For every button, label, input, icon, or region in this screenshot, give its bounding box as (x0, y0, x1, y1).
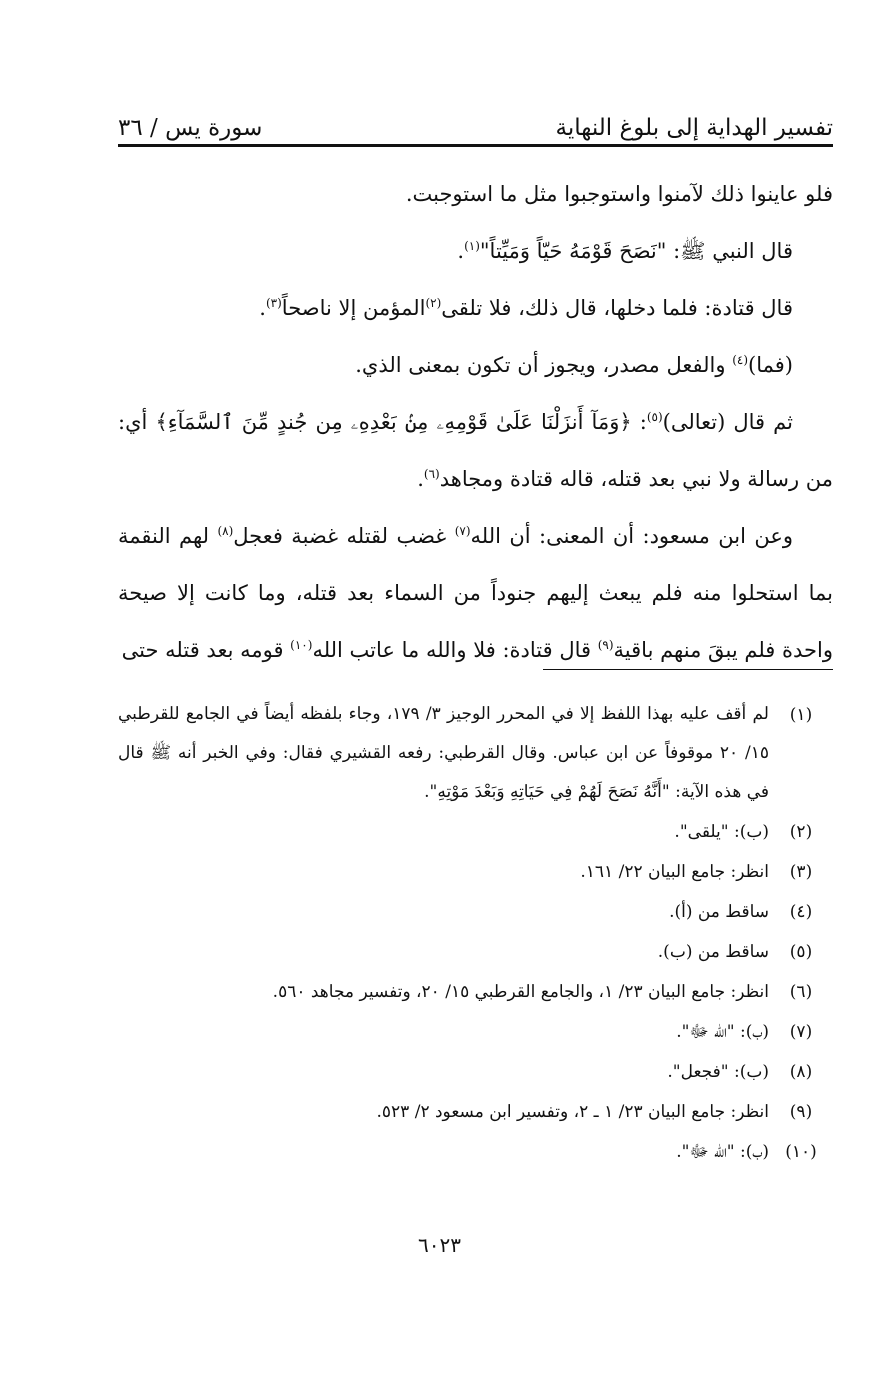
paragraph-6: وعن ابن مسعود: أن المعنى: أن الله$^{(٧)}$ غضب لقتله غضبة فعجل$^{(٨)}$ لهم النقمة بما استحلوا منه فلم يبعث إليهم جنوداً من السماء بعد قتله، وما كانت إلا صيحة واحدة فلم يبقَ منهم باقية$^{(٩)}$ قال قتادة: فلا والله ما عاتب الله$^{(١٠)}$ قومه بعد قتله حتى (118, 524, 833, 662)
footnote-ref[interactable]: (٩) (597, 638, 614, 652)
footnote-ref[interactable]: (١٠) (290, 638, 313, 652)
quran-verse: : ﴿وَمَآ أَنزَلْنَا عَلَىٰ قَوْمِهِۦ مِنۢ بَعْدِهِۦ مِن جُندٍ مِّنَ ٱلسَّمَآءِ﴾ (155, 410, 647, 434)
footnote-ref[interactable]: (٣) (265, 296, 282, 310)
paragraph-5: ثم قال (تعالى)$^{(٥)}$: ﴿وَمَآ أَنزَلْنَا عَلَىٰ قَوْمِهِۦ مِنۢ بَعْدِهِۦ مِن جُندٍ مِّنَ ٱلسَّمَآءِ﴾ أي: من رسالة ولا نبي بعد قتله، قاله قتادة ومجاهد$^{(٦)}$. (118, 410, 833, 491)
paragraph-4: (فما)$^{(٤)}$ والفعل مصدر، ويجوز أن تكون بمعنى الذي. (355, 353, 793, 377)
footnote-ref[interactable]: (١) (464, 239, 480, 253)
paragraph-1: فلو عاينوا ذلك لآمنوا واستوجبوا مثل ما استوجبت. (405, 182, 833, 206)
footnote-text: انظر: جامع البيان ٢٢/ ١٦١. (580, 862, 769, 882)
footnote-ref[interactable]: (٢) (425, 296, 442, 310)
footnote-text: (ب): "فجعل". (667, 1062, 769, 1082)
footnote-number: (٢) (789, 822, 813, 842)
book-title: تفسير الهداية إلى بلوغ النهاية (555, 115, 833, 142)
footnote-number: (٥) (789, 942, 813, 962)
footnote-item (118, 1052, 833, 1092)
footnote-item (118, 972, 833, 1012)
footnote-item (118, 852, 833, 892)
footnote-item (118, 892, 833, 932)
footnote-number: (٨) (789, 1062, 813, 1082)
footnote-item (118, 932, 833, 972)
footnote-separator (543, 669, 833, 670)
footnote-text: انظر: جامع البيان ٢٣/ ١، والجامع القرطبي ١٥/ ٢٠، وتفسير مجاهد ٥٦٠. (272, 982, 769, 1002)
footnote-item (118, 812, 833, 852)
paragraph-2: قال النبي ﷺ: "نَصَحَ قَوْمَهُ حَيّاً وَمَيِّتاً"$^{(١)}$. (457, 239, 793, 263)
footnote-number: (٩) (789, 1102, 813, 1122)
page-number: ٦٠٢٣ (418, 1233, 461, 1257)
footnote-item (118, 1012, 833, 1052)
footnote-text: لم أقف عليه بهذا اللفظ إلا في المحرر الوجيز ٣/ ١٧٩، وجاء بلفظه أيضاً في الجامع للقرطبي ١٥/ ٢٠ موقوفاً عن ابن عباس. وقال القرطبي: رفعه القشيري فقال: وفي الخبر أنه ﷺ قال في هذه الآية: "أَنَّهُ نَصَحَ لَهُمْ فِي حَيَاتِهِ وَبَعْدَ مَوْتِهِ". (118, 704, 769, 802)
footnote-ref[interactable]: (٤) (732, 353, 749, 367)
footnote-text: (ب): "يلقى". (674, 822, 769, 842)
footnote-item (118, 1132, 833, 1172)
footnote-number: (١٠) (785, 1142, 817, 1162)
main-text (118, 166, 833, 679)
footnote-text: انظر: جامع البيان ٢٣/ ١ ـ ٢، وتفسير ابن مسعود ٢/ ٥٢٣. (376, 1102, 769, 1122)
footnote-text: (ب): "الله ﷻ". (676, 1142, 769, 1162)
footnote-text: ساقط من (ب). (657, 942, 769, 962)
footnotes (118, 695, 833, 1172)
footnote-number: (١) (789, 705, 813, 725)
footnote-number: (٣) (789, 862, 813, 882)
footnote-item (118, 1092, 833, 1132)
running-header (118, 103, 833, 143)
footnote-ref[interactable]: (٨) (217, 524, 234, 538)
footnote-number: (٦) (789, 982, 813, 1002)
surah-label: سورة يس / ٣٦ (118, 115, 263, 142)
footnote-text: (ب): "الله ﷻ". (676, 1022, 769, 1042)
footnote-ref[interactable]: (٦) (423, 467, 440, 481)
footnote-ref[interactable]: (٧) (454, 524, 471, 538)
footnote-ref[interactable]: (٥) (646, 410, 663, 424)
paragraph-3: قال قتادة: فلما دخلها، قال ذلك، فلا تلقى$^{(٢)}$المؤمن إلا ناصحاً$^{(٣)}$. (259, 296, 793, 320)
header-rule (118, 144, 833, 147)
footnote-number: (٤) (789, 902, 813, 922)
footnote-text: ساقط من (أ). (669, 902, 769, 922)
footnote-item (118, 695, 833, 812)
footnote-number: (٧) (789, 1022, 813, 1042)
